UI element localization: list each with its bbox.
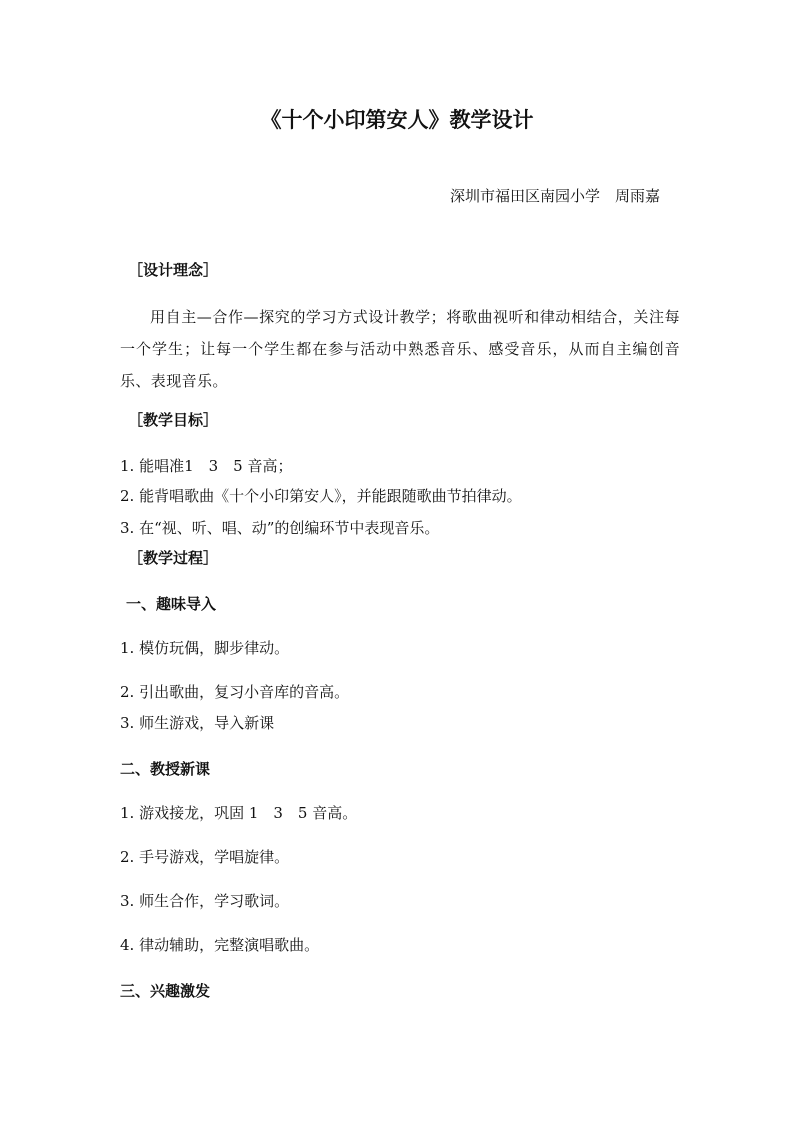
goal-item: 1. 能唱准1 3 5 音高；	[120, 457, 293, 475]
document-title: 《十个小印第安人》教学设计	[260, 107, 534, 132]
author-line: 深圳市福田区南园小学 周雨嘉	[449, 187, 660, 205]
process-item: 4. 律动辅助，完整演唱歌曲。	[120, 936, 320, 954]
goal-item: 2. 能背唱歌曲《十个小印第安人》，并能跟随歌曲节拍律动。	[120, 487, 522, 505]
process-item: 3. 师生游戏，导入新课	[120, 714, 275, 732]
goal-item: 3. 在“视、听、唱、动”的创编环节中表现音乐。	[120, 519, 440, 537]
section-heading: 三、兴趣激发	[120, 982, 211, 1000]
process-item: 2. 手号游戏，学唱旋律。	[120, 848, 290, 866]
concept-heading: ［设计理念］	[128, 261, 219, 279]
section-heading: 二、教授新课	[120, 760, 211, 778]
process-item: 3. 师生合作，学习歌词。	[120, 892, 290, 910]
process-heading: ［教学过程］	[128, 549, 219, 567]
process-item: 1. 游戏接龙，巩固 1 3 5 音高。	[120, 804, 358, 822]
goals-heading: ［教学目标］	[128, 411, 219, 429]
process-item: 1. 模仿玩偶，脚步律动。	[120, 639, 290, 657]
concept-paragraph: 用自主—合作—探究的学习方式设计教学；将歌曲视听和律动相结合，关注每一个学生；让每一个学生都在参与活动中熟悉音乐、感受音乐，从而自主编创音乐、表现音乐。	[120, 308, 680, 390]
section-heading: 一、趣味导入	[126, 595, 217, 613]
process-item: 2. 引出歌曲，复习小音库的音高。	[120, 683, 350, 701]
